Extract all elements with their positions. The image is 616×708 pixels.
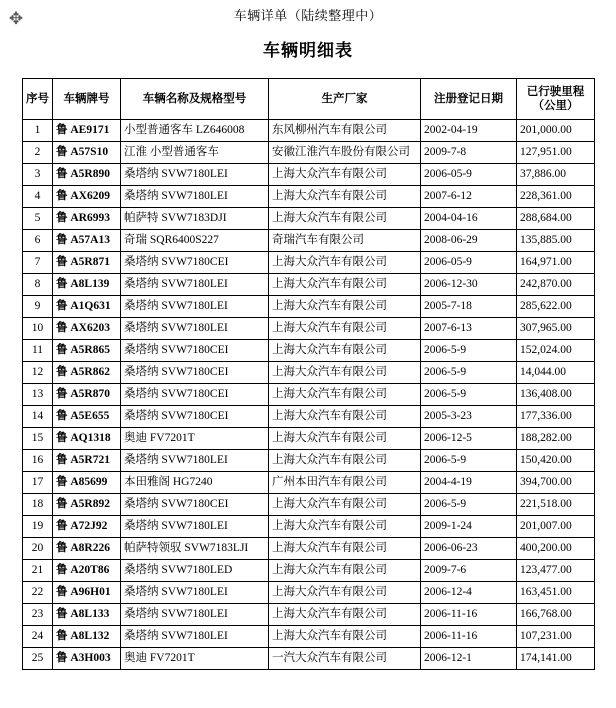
- vehicle-detail-table: [22, 78, 595, 670]
- cell-date: 2006-5-9: [421, 384, 517, 406]
- cell-mileage: 135,885.00: [517, 230, 595, 252]
- cell-maker: 上海大众汽车有限公司: [269, 274, 421, 296]
- cell-mileage: 14,044.00: [517, 362, 595, 384]
- cell-name: 桑塔纳 SVW7180CEI: [121, 340, 269, 362]
- cell-name: 桑塔纳 SVW7180CEI: [121, 384, 269, 406]
- cell-index: 8: [23, 274, 53, 296]
- table-row: [23, 450, 595, 472]
- cell-index: 4: [23, 186, 53, 208]
- cell-date: 2009-7-8: [421, 142, 517, 164]
- cell-maker: 上海大众汽车有限公司: [269, 538, 421, 560]
- table-row: [23, 230, 595, 252]
- cell-mileage: 400,200.00: [517, 538, 595, 560]
- cell-date: 2006-11-16: [421, 604, 517, 626]
- cell-date: 2006-5-9: [421, 494, 517, 516]
- cell-plate: 鲁 AQ1318: [53, 428, 121, 450]
- cell-mileage: 307,965.00: [517, 318, 595, 340]
- cell-index: 24: [23, 626, 53, 648]
- table-row: [23, 208, 595, 230]
- cell-maker: 上海大众汽车有限公司: [269, 582, 421, 604]
- cell-mileage: 164,971.00: [517, 252, 595, 274]
- cell-name: 桑塔纳 SVW7180LED: [121, 560, 269, 582]
- column-header-maker: 生产厂家: [269, 79, 421, 120]
- cell-plate: 鲁 A57S10: [53, 142, 121, 164]
- cell-mileage: 201,000.00: [517, 120, 595, 142]
- table-row: [23, 142, 595, 164]
- cell-index: 21: [23, 560, 53, 582]
- cell-name: 桑塔纳 SVW7180LEI: [121, 164, 269, 186]
- cell-mileage: 201,007.00: [517, 516, 595, 538]
- cell-plate: 鲁 A5R721: [53, 450, 121, 472]
- cell-index: 12: [23, 362, 53, 384]
- table-row: [23, 384, 595, 406]
- cell-plate: 鲁 A3H003: [53, 648, 121, 670]
- cell-index: 23: [23, 604, 53, 626]
- table-row: [23, 494, 595, 516]
- cell-name: 桑塔纳 SVW7180CEI: [121, 494, 269, 516]
- table-row: [23, 252, 595, 274]
- cell-mileage: 150,420.00: [517, 450, 595, 472]
- cell-mileage: 228,361.00: [517, 186, 595, 208]
- cell-mileage: 123,477.00: [517, 560, 595, 582]
- cell-index: 3: [23, 164, 53, 186]
- cell-date: 2009-7-6: [421, 560, 517, 582]
- table-row: [23, 318, 595, 340]
- cell-index: 11: [23, 340, 53, 362]
- cell-plate: 鲁 A72J92: [53, 516, 121, 538]
- cell-date: 2005-3-23: [421, 406, 517, 428]
- table-row: [23, 648, 595, 670]
- cell-index: 19: [23, 516, 53, 538]
- cell-date: 2007-6-12: [421, 186, 517, 208]
- column-header-index: 序号: [23, 79, 53, 120]
- cell-index: 15: [23, 428, 53, 450]
- cell-maker: 上海大众汽车有限公司: [269, 384, 421, 406]
- cell-plate: 鲁 A8L139: [53, 274, 121, 296]
- cell-mileage: 394,700.00: [517, 472, 595, 494]
- cell-name: 桑塔纳 SVW7180LEI: [121, 582, 269, 604]
- cell-index: 20: [23, 538, 53, 560]
- column-header-mileage-line1: 已行驶里程: [526, 85, 585, 98]
- cell-index: 2: [23, 142, 53, 164]
- table-row: [23, 406, 595, 428]
- cell-name: 帕萨特领驭 SVW7183LJI: [121, 538, 269, 560]
- vehicle-table-container: [22, 78, 594, 670]
- cell-name: 帕萨特 SVW7183DJI: [121, 208, 269, 230]
- cell-maker: 上海大众汽车有限公司: [269, 208, 421, 230]
- cell-maker: 上海大众汽车有限公司: [269, 296, 421, 318]
- cell-name: 桑塔纳 SVW7180LEI: [121, 516, 269, 538]
- cell-index: 6: [23, 230, 53, 252]
- cell-mileage: 166,768.00: [517, 604, 595, 626]
- cell-plate: 鲁 A8L132: [53, 626, 121, 648]
- cell-name: 本田雅阁 HG7240: [121, 472, 269, 494]
- cell-name: 桑塔纳 SVW7180LEI: [121, 626, 269, 648]
- cell-date: 2002-04-19: [421, 120, 517, 142]
- cell-mileage: 107,231.00: [517, 626, 595, 648]
- cell-maker: 上海大众汽车有限公司: [269, 164, 421, 186]
- cell-date: 2006-12-4: [421, 582, 517, 604]
- table-row: [23, 516, 595, 538]
- cell-index: 17: [23, 472, 53, 494]
- cell-maker: 上海大众汽车有限公司: [269, 362, 421, 384]
- cell-index: 25: [23, 648, 53, 670]
- cell-mileage: 37,886.00: [517, 164, 595, 186]
- cell-maker: 上海大众汽车有限公司: [269, 340, 421, 362]
- cell-plate: 鲁 A85699: [53, 472, 121, 494]
- cell-mileage: 152,024.00: [517, 340, 595, 362]
- cell-plate: 鲁 A8L133: [53, 604, 121, 626]
- table-row: [23, 582, 595, 604]
- cell-name: 桑塔纳 SVW7180LEI: [121, 450, 269, 472]
- cell-name: 桑塔纳 SVW7180LEI: [121, 296, 269, 318]
- table-row: [23, 538, 595, 560]
- cell-date: 2006-06-23: [421, 538, 517, 560]
- column-header-date: 注册登记日期: [421, 79, 517, 120]
- table-row: [23, 120, 595, 142]
- cell-plate: 鲁 A5R862: [53, 362, 121, 384]
- table-header-row: [23, 79, 595, 120]
- cell-name: 小型普通客车 LZ646008: [121, 120, 269, 142]
- cell-name: 桑塔纳 SVW7180LEI: [121, 274, 269, 296]
- cell-maker: 上海大众汽车有限公司: [269, 186, 421, 208]
- table-body: [23, 120, 595, 670]
- cell-plate: 鲁 AE9171: [53, 120, 121, 142]
- cell-mileage: 288,684.00: [517, 208, 595, 230]
- table-row: [23, 560, 595, 582]
- cell-plate: 鲁 A5R890: [53, 164, 121, 186]
- cell-index: 10: [23, 318, 53, 340]
- cell-mileage: 177,336.00: [517, 406, 595, 428]
- cell-mileage: 127,951.00: [517, 142, 595, 164]
- cell-date: 2009-1-24: [421, 516, 517, 538]
- cell-date: 2004-4-19: [421, 472, 517, 494]
- cell-index: 13: [23, 384, 53, 406]
- table-row: [23, 604, 595, 626]
- cell-maker: 上海大众汽车有限公司: [269, 318, 421, 340]
- cell-plate: 鲁 A5R871: [53, 252, 121, 274]
- cell-index: 14: [23, 406, 53, 428]
- cell-name: 桑塔纳 SVW7180LEI: [121, 186, 269, 208]
- page-title: 车辆明细表: [263, 41, 353, 60]
- column-header-plate: 车辆牌号: [53, 79, 121, 120]
- cell-maker: 上海大众汽车有限公司: [269, 428, 421, 450]
- cell-index: 18: [23, 494, 53, 516]
- cell-mileage: 188,282.00: [517, 428, 595, 450]
- cell-maker: 上海大众汽车有限公司: [269, 560, 421, 582]
- column-header-mileage: [517, 79, 595, 120]
- cell-maker: 广州本田汽车有限公司: [269, 472, 421, 494]
- cell-mileage: 163,451.00: [517, 582, 595, 604]
- cell-maker: 上海大众汽车有限公司: [269, 406, 421, 428]
- cell-maker: 上海大众汽车有限公司: [269, 252, 421, 274]
- cell-name: 奇瑞 SQR6400S227: [121, 230, 269, 252]
- cell-date: 2008-06-29: [421, 230, 517, 252]
- cell-plate: 鲁 A57A13: [53, 230, 121, 252]
- cell-name: 桑塔纳 SVW7180CEI: [121, 406, 269, 428]
- cell-date: 2007-6-13: [421, 318, 517, 340]
- column-header-name: 车辆名称及规格型号: [121, 79, 269, 120]
- cell-index: 16: [23, 450, 53, 472]
- table-header: [23, 79, 595, 120]
- cell-plate: 鲁 A1Q631: [53, 296, 121, 318]
- table-row: [23, 164, 595, 186]
- cell-name: 奥迪 FV7201T: [121, 648, 269, 670]
- cell-name: 奥迪 FV7201T: [121, 428, 269, 450]
- cell-index: 7: [23, 252, 53, 274]
- cell-mileage: 242,870.00: [517, 274, 595, 296]
- cell-plate: 鲁 AX6203: [53, 318, 121, 340]
- cell-name: 江淮 小型普通客车: [121, 142, 269, 164]
- cell-maker: 安徽江淮汽车股份有限公司: [269, 142, 421, 164]
- cell-index: 1: [23, 120, 53, 142]
- table-row: [23, 472, 595, 494]
- column-header-mileage-line2: （公里）: [532, 100, 579, 112]
- cell-name: 桑塔纳 SVW7180CEI: [121, 362, 269, 384]
- cell-maker: 奇瑞汽车有限公司: [269, 230, 421, 252]
- cell-maker: 东风柳州汽车有限公司: [269, 120, 421, 142]
- cell-mileage: 136,408.00: [517, 384, 595, 406]
- table-row: [23, 626, 595, 648]
- cell-plate: 鲁 A8R226: [53, 538, 121, 560]
- cell-date: 2006-5-9: [421, 450, 517, 472]
- cell-plate: 鲁 A20T86: [53, 560, 121, 582]
- cell-date: 2006-5-9: [421, 340, 517, 362]
- cell-name: 桑塔纳 SVW7180CEI: [121, 252, 269, 274]
- four-arrows-logo-icon: ✥: [8, 9, 24, 28]
- cell-index: 22: [23, 582, 53, 604]
- cell-date: 2006-05-9: [421, 164, 517, 186]
- table-row: [23, 296, 595, 318]
- cell-date: 2006-12-1: [421, 648, 517, 670]
- cell-date: 2005-7-18: [421, 296, 517, 318]
- cell-name: 桑塔纳 SVW7180LEI: [121, 604, 269, 626]
- cell-plate: 鲁 A5R865: [53, 340, 121, 362]
- cell-date: 2006-05-9: [421, 252, 517, 274]
- cell-mileage: 285,622.00: [517, 296, 595, 318]
- cell-mileage: 221,518.00: [517, 494, 595, 516]
- cell-date: 2006-11-16: [421, 626, 517, 648]
- cell-index: 9: [23, 296, 53, 318]
- table-row: [23, 340, 595, 362]
- cell-plate: 鲁 A5E655: [53, 406, 121, 428]
- cell-plate: 鲁 A5R870: [53, 384, 121, 406]
- cell-maker: 上海大众汽车有限公司: [269, 450, 421, 472]
- cell-maker: 一汽大众汽车有限公司: [269, 648, 421, 670]
- cell-maker: 上海大众汽车有限公司: [269, 626, 421, 648]
- table-row: [23, 428, 595, 450]
- cell-plate: 鲁 AR6993: [53, 208, 121, 230]
- cell-plate: 鲁 A96H01: [53, 582, 121, 604]
- cell-date: 2006-5-9: [421, 362, 517, 384]
- cell-name: 桑塔纳 SVW7180LEI: [121, 318, 269, 340]
- cell-index: 5: [23, 208, 53, 230]
- table-row: [23, 186, 595, 208]
- cell-date: 2006-12-30: [421, 274, 517, 296]
- cell-maker: 上海大众汽车有限公司: [269, 494, 421, 516]
- cell-date: 2006-12-5: [421, 428, 517, 450]
- cell-date: 2004-04-16: [421, 208, 517, 230]
- table-row: [23, 362, 595, 384]
- cell-maker: 上海大众汽车有限公司: [269, 516, 421, 538]
- cell-plate: 鲁 A5R892: [53, 494, 121, 516]
- cell-maker: 上海大众汽车有限公司: [269, 604, 421, 626]
- document-header-note: 车辆详单（陆续整理中）: [233, 8, 383, 23]
- table-row: [23, 274, 595, 296]
- cell-plate: 鲁 AX6209: [53, 186, 121, 208]
- cell-mileage: 174,141.00: [517, 648, 595, 670]
